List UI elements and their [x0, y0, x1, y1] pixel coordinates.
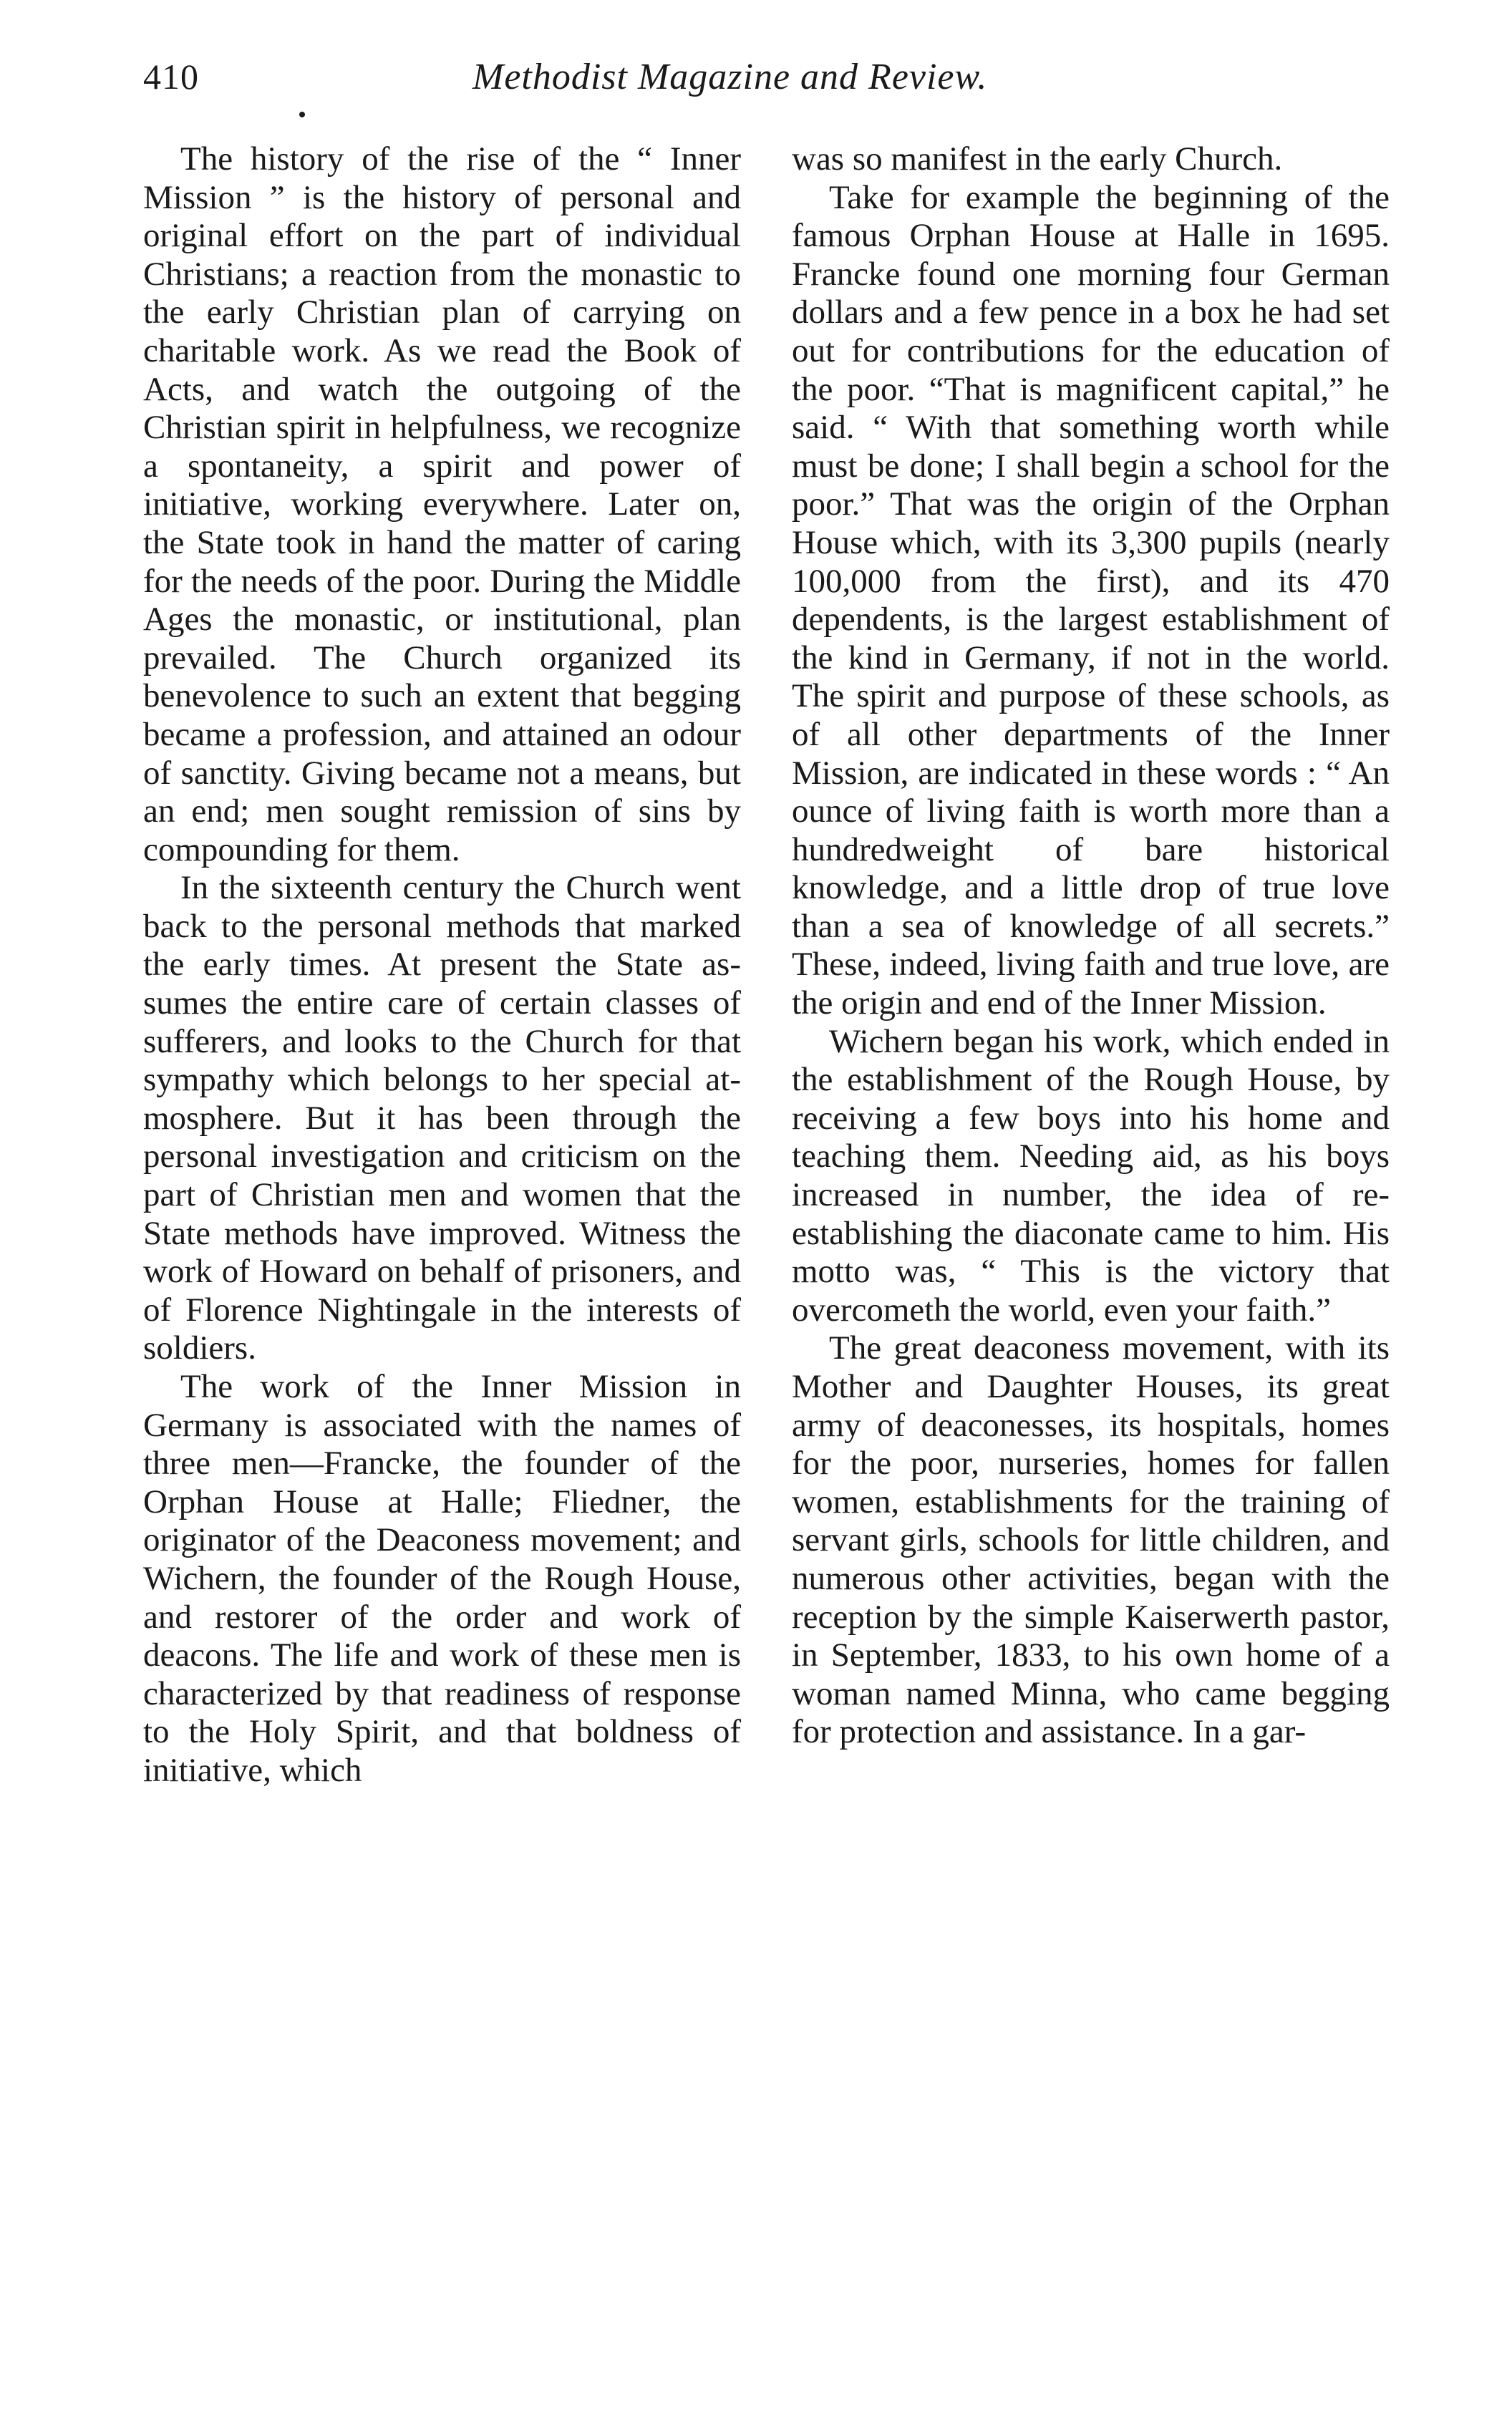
left-column	[143, 140, 741, 1790]
paragraph: In the sixteenth century the Church went back to the personal methods that marked the early times. At present the State assumes the entire care of certain classes of sufferers, and looks to the Church for that sympathy which belongs to her special atmosphere. But it has been through the personal investigation and criticism on the part of Christian men and women that the State methods have improved. Witness the work of Howard on behalf of prisoners, and of Florence Nightingale in the interests of soldiers.	[143, 869, 741, 1367]
paragraph: The work of the Inner Mission in Germany is associated with the names of three men—Francke, the founder of the Orphan House at Halle; Fliedner, the originator of the Deaconess movement; and Wichern, the founder of the Rough House, and restorer of the order and work of deacons. The life and work of these men is characterized by that readiness of response to the Holy Spirit, and that boldness of initiative, which	[143, 1368, 741, 1789]
page-header	[143, 56, 1389, 113]
paragraph: The history of the rise of the “ Inner Mission ” is the history of personal and original effort on the part of individual Christians; a reaction from the monastic to the early Christian plan of carrying on charitable work. As we read the Book of Acts, and watch the outgoing of the Christian spirit in helpfulness, we recognize a spontaneity, a spirit and power of initiative, working everywhere. Later on, the State took in hand the matter of caring for the needs of the poor. During the Middle Ages the monastic, or institutional, plan prevailed. The Church organized its benevolence to such an extent that begging became a profession, and attained an odour of sanctity. Giving became not a means, but an end; men sought remission of sins by compounding for them.	[143, 140, 741, 868]
paragraph: Wichern began his work, which ended in the establishment of the Rough House, by receiving a few boys into his home and teaching them. Needing aid, as his boys increased in number, the idea of re-establishing the diaconate came to him. His motto was, “ This is the victory that overcometh the world, even your faith.”	[792, 1022, 1390, 1329]
paragraph: Take for example the beginning of the famous Orphan House at Halle in 1695. Francke found one morning four German dollars and a few pence in a box he had set out for contributions for the education of the poor. “That is magnificent capital,” he said. “ With that something worth while must be done; I shall begin a school for the poor.” That was the origin of the Orphan House which, with its 3,300 pupils (nearly 100,000 from the first), and its 470 dependents, is the largest establishment of the kind in Germany, if not in the world. The spirit and purpose of these schools, as of all other departments of the Inner Mission, are indicated in these words : “ An ounce of living faith is worth more than a hundredweight of bare historical knowledge, and a little drop of true love than a sea of knowledge of all secrets.” These, indeed, living faith and true love, are the origin and end of the Inner Mission.	[792, 178, 1390, 1022]
right-column	[792, 140, 1390, 1752]
stray-dot-mark	[299, 112, 305, 117]
page-number: 410	[143, 57, 199, 97]
paragraph: The great deaconess movement, with its Mother and Daughter Houses, its great army of deaconesses, its hospitals, homes for the poor, nurseries, homes for fallen women, establishments for the training of servant girls, schools for little children, and numerous other activities, began with the reception by the simple Kaiserwerth pastor, in September, 1833, to his own home of a woman named Minna, who came begging for protection and assistance. In a gar-	[792, 1329, 1390, 1751]
paragraph-continuation: was so manifest in the early Church.	[792, 140, 1283, 178]
running-head: Methodist Magazine and Review.	[472, 57, 988, 97]
